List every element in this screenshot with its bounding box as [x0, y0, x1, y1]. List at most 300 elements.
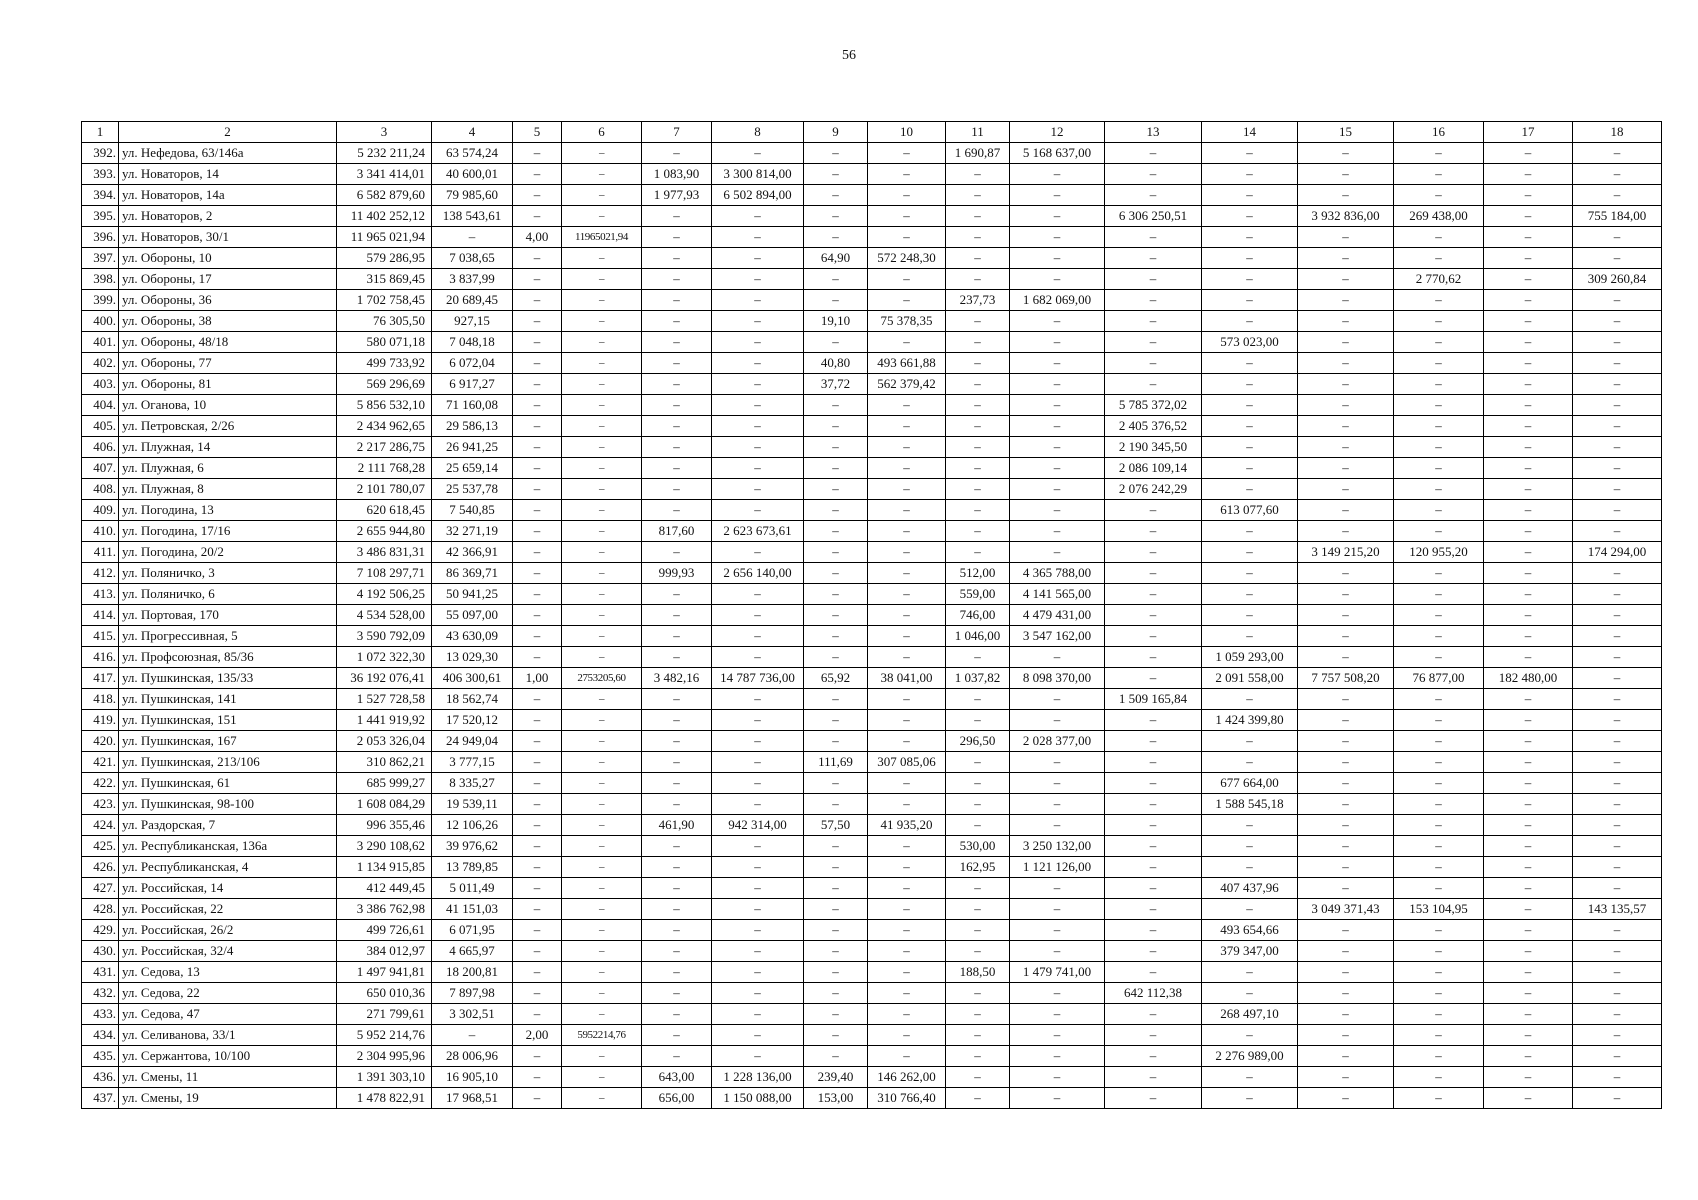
value-cell: – — [1298, 227, 1394, 248]
value-cell: 5952214,76 — [562, 1025, 642, 1046]
value-cell: – — [1484, 227, 1573, 248]
value-cell: – — [1202, 290, 1298, 311]
value-cell: – — [804, 269, 868, 290]
value-cell: – — [868, 479, 946, 500]
value-cell: – — [513, 395, 562, 416]
value-cell: – — [712, 479, 804, 500]
value-cell: – — [1484, 878, 1573, 899]
total-cost-cell: 3 486 831,31 — [337, 542, 432, 563]
value-cell: 2 086 109,14 — [1105, 458, 1202, 479]
value-cell: – — [1484, 563, 1573, 584]
value-cell: – — [1105, 500, 1202, 521]
value-cell: – — [712, 1025, 804, 1046]
value-cell: – — [642, 731, 712, 752]
value-cell: – — [868, 710, 946, 731]
value-cell: – — [642, 479, 712, 500]
value-cell: – — [1394, 332, 1484, 353]
value-cell: – — [868, 332, 946, 353]
value-cell: – — [1298, 647, 1394, 668]
value-cell: 927,15 — [432, 311, 513, 332]
value-cell: – — [513, 878, 562, 899]
value-cell: – — [1573, 773, 1662, 794]
value-cell: – — [946, 878, 1010, 899]
row-number-cell: 404. — [82, 395, 119, 416]
value-cell: – — [1573, 626, 1662, 647]
value-cell: – — [868, 647, 946, 668]
value-cell: – — [868, 920, 946, 941]
table-body — [82, 122, 1662, 1109]
value-cell: – — [1105, 1067, 1202, 1088]
value-cell: – — [642, 1004, 712, 1025]
value-cell: – — [642, 458, 712, 479]
total-cost-cell: 2 655 944,80 — [337, 521, 432, 542]
value-cell: – — [712, 416, 804, 437]
address-cell: ул. Плужная, 8 — [119, 479, 337, 500]
value-cell: – — [1394, 311, 1484, 332]
total-cost-cell: 2 053 326,04 — [337, 731, 432, 752]
value-cell: 1 479 741,00 — [1010, 962, 1105, 983]
value-cell: 2 405 376,52 — [1105, 416, 1202, 437]
address-cell: ул. Профсоюзная, 85/36 — [119, 647, 337, 668]
address-cell: ул. Пушкинская, 61 — [119, 773, 337, 794]
value-cell: – — [562, 248, 642, 269]
value-cell: – — [712, 143, 804, 164]
value-cell: – — [1298, 500, 1394, 521]
address-cell: ул. Петровская, 2/26 — [119, 416, 337, 437]
value-cell: – — [1394, 1067, 1484, 1088]
value-cell: – — [946, 647, 1010, 668]
value-cell: – — [562, 941, 642, 962]
value-cell: 19 539,11 — [432, 794, 513, 815]
column-number-cell: 2 — [119, 122, 337, 143]
value-cell: – — [1484, 689, 1573, 710]
value-cell: – — [1573, 290, 1662, 311]
value-cell: – — [1202, 479, 1298, 500]
value-cell: 32 271,19 — [432, 521, 513, 542]
value-cell: – — [1394, 710, 1484, 731]
address-cell: ул. Прогрессивная, 5 — [119, 626, 337, 647]
value-cell: – — [712, 1004, 804, 1025]
value-cell: – — [712, 1046, 804, 1067]
value-cell: – — [1105, 143, 1202, 164]
value-cell: – — [804, 416, 868, 437]
value-cell: – — [1394, 605, 1484, 626]
value-cell: 1 977,93 — [642, 185, 712, 206]
value-cell: – — [642, 647, 712, 668]
value-cell: – — [804, 458, 868, 479]
address-cell: ул. Новаторов, 14 — [119, 164, 337, 185]
value-cell: – — [562, 731, 642, 752]
value-cell: – — [1484, 353, 1573, 374]
value-cell: – — [868, 1025, 946, 1046]
value-cell: – — [1484, 269, 1573, 290]
column-number-cell: 7 — [642, 122, 712, 143]
value-cell: – — [1105, 269, 1202, 290]
column-number-cell: 12 — [1010, 122, 1105, 143]
value-cell: – — [946, 899, 1010, 920]
value-cell: – — [1298, 1067, 1394, 1088]
value-cell: – — [1573, 647, 1662, 668]
value-cell: – — [1010, 878, 1105, 899]
address-cell: ул. Плужная, 6 — [119, 458, 337, 479]
row-number-cell: 410. — [82, 521, 119, 542]
value-cell: – — [562, 773, 642, 794]
value-cell: – — [513, 773, 562, 794]
value-cell: – — [1573, 227, 1662, 248]
value-cell: – — [1394, 437, 1484, 458]
value-cell: – — [712, 731, 804, 752]
value-cell: – — [804, 143, 868, 164]
value-cell: 3 837,99 — [432, 269, 513, 290]
row-number-cell: 418. — [82, 689, 119, 710]
value-cell: – — [804, 689, 868, 710]
value-cell: – — [513, 290, 562, 311]
value-cell: – — [513, 836, 562, 857]
total-cost-cell: 499 726,61 — [337, 920, 432, 941]
value-cell: 1 037,82 — [946, 668, 1010, 689]
row-number-cell: 429. — [82, 920, 119, 941]
value-cell: 269 438,00 — [1394, 206, 1484, 227]
table-row — [82, 668, 1662, 689]
value-cell: 8 335,27 — [432, 773, 513, 794]
value-cell: – — [1105, 353, 1202, 374]
value-cell: – — [1573, 1088, 1662, 1109]
value-cell: – — [1202, 689, 1298, 710]
value-cell: – — [804, 836, 868, 857]
value-cell: – — [1394, 479, 1484, 500]
table-row — [82, 143, 1662, 164]
value-cell: 1 121 126,00 — [1010, 857, 1105, 878]
value-cell: – — [946, 710, 1010, 731]
value-cell: 7 897,98 — [432, 983, 513, 1004]
value-cell: – — [1394, 920, 1484, 941]
value-cell: 6 072,04 — [432, 353, 513, 374]
value-cell: – — [1105, 857, 1202, 878]
register-table — [81, 121, 1662, 1109]
value-cell: 76 877,00 — [1394, 668, 1484, 689]
row-number-cell: 417. — [82, 668, 119, 689]
value-cell: – — [1394, 395, 1484, 416]
value-cell: – — [868, 584, 946, 605]
value-cell: 182 480,00 — [1484, 668, 1573, 689]
value-cell: – — [513, 269, 562, 290]
value-cell: 65,92 — [804, 668, 868, 689]
table-row — [82, 731, 1662, 752]
value-cell: – — [946, 395, 1010, 416]
value-cell: – — [1298, 752, 1394, 773]
value-cell: – — [1010, 416, 1105, 437]
value-cell: – — [868, 395, 946, 416]
table-row — [82, 647, 1662, 668]
value-cell: – — [1298, 815, 1394, 836]
value-cell: – — [712, 773, 804, 794]
table-row — [82, 983, 1662, 1004]
value-cell: – — [1484, 1046, 1573, 1067]
total-cost-cell: 1 478 822,91 — [337, 1088, 432, 1109]
total-cost-cell: 1 441 919,92 — [337, 710, 432, 731]
table-row — [82, 626, 1662, 647]
value-cell: – — [642, 584, 712, 605]
value-cell: 755 184,00 — [1573, 206, 1662, 227]
value-cell: – — [1010, 920, 1105, 941]
value-cell: – — [1298, 1046, 1394, 1067]
row-number-cell: 415. — [82, 626, 119, 647]
value-cell: – — [642, 962, 712, 983]
value-cell: – — [1394, 857, 1484, 878]
value-cell: 79 985,60 — [432, 185, 513, 206]
value-cell: – — [868, 731, 946, 752]
value-cell: – — [1298, 857, 1394, 878]
address-cell: ул. Плужная, 14 — [119, 437, 337, 458]
row-number-cell: 403. — [82, 374, 119, 395]
value-cell: – — [1573, 689, 1662, 710]
row-number-cell: 395. — [82, 206, 119, 227]
value-cell: – — [1484, 941, 1573, 962]
value-cell: – — [1573, 563, 1662, 584]
value-cell: – — [642, 794, 712, 815]
row-number-cell: 423. — [82, 794, 119, 815]
address-cell: ул. Смены, 19 — [119, 1088, 337, 1109]
value-cell: – — [562, 752, 642, 773]
value-cell: – — [1394, 836, 1484, 857]
value-cell: – — [946, 437, 1010, 458]
value-cell: 1 588 545,18 — [1202, 794, 1298, 815]
address-cell: ул. Седова, 22 — [119, 983, 337, 1004]
value-cell: – — [513, 731, 562, 752]
total-cost-cell: 3 290 108,62 — [337, 836, 432, 857]
value-cell: – — [1394, 416, 1484, 437]
row-number-cell: 435. — [82, 1046, 119, 1067]
value-cell: – — [712, 458, 804, 479]
value-cell: 677 664,00 — [1202, 773, 1298, 794]
value-cell: – — [562, 332, 642, 353]
value-cell: – — [712, 500, 804, 521]
value-cell: – — [1394, 1025, 1484, 1046]
value-cell: 29 586,13 — [432, 416, 513, 437]
value-cell: – — [1573, 479, 1662, 500]
value-cell: – — [1484, 374, 1573, 395]
value-cell: – — [1573, 668, 1662, 689]
value-cell: – — [1484, 521, 1573, 542]
value-cell: 2 190 345,50 — [1105, 437, 1202, 458]
value-cell: – — [946, 752, 1010, 773]
value-cell: – — [804, 899, 868, 920]
value-cell: – — [946, 1025, 1010, 1046]
value-cell: – — [1394, 962, 1484, 983]
value-cell: – — [1394, 878, 1484, 899]
value-cell: – — [562, 815, 642, 836]
value-cell: – — [642, 290, 712, 311]
value-cell: – — [946, 521, 1010, 542]
address-cell: ул. Обороны, 77 — [119, 353, 337, 374]
value-cell: 143 135,57 — [1573, 899, 1662, 920]
total-cost-cell: 580 071,18 — [337, 332, 432, 353]
address-cell: ул. Пушкинская, 151 — [119, 710, 337, 731]
value-cell: – — [1010, 941, 1105, 962]
value-cell: – — [1010, 1025, 1105, 1046]
value-cell: 26 941,25 — [432, 437, 513, 458]
value-cell: 656,00 — [642, 1088, 712, 1109]
value-cell: – — [804, 647, 868, 668]
value-cell: – — [1484, 899, 1573, 920]
table-row — [82, 710, 1662, 731]
value-cell: 12 106,26 — [432, 815, 513, 836]
value-cell: – — [1298, 794, 1394, 815]
address-cell: ул. Погодина, 20/2 — [119, 542, 337, 563]
value-cell: 6 071,95 — [432, 920, 513, 941]
row-number-cell: 401. — [82, 332, 119, 353]
value-cell: – — [946, 773, 1010, 794]
value-cell: – — [642, 836, 712, 857]
total-cost-cell: 1 608 084,29 — [337, 794, 432, 815]
total-cost-cell: 2 304 995,96 — [337, 1046, 432, 1067]
value-cell: 25 537,78 — [432, 479, 513, 500]
table-row — [82, 185, 1662, 206]
value-cell: – — [1394, 374, 1484, 395]
value-cell: – — [642, 605, 712, 626]
value-cell: – — [712, 710, 804, 731]
total-cost-cell: 6 582 879,60 — [337, 185, 432, 206]
value-cell: – — [712, 920, 804, 941]
row-number-cell: 419. — [82, 710, 119, 731]
value-cell: – — [1484, 311, 1573, 332]
value-cell: – — [804, 164, 868, 185]
value-cell: – — [513, 164, 562, 185]
value-cell: – — [642, 878, 712, 899]
value-cell: – — [562, 290, 642, 311]
value-cell: – — [1484, 1067, 1573, 1088]
value-cell: – — [642, 353, 712, 374]
value-cell: – — [642, 941, 712, 962]
value-cell: 7 048,18 — [432, 332, 513, 353]
value-cell: 3 250 132,00 — [1010, 836, 1105, 857]
value-cell: 3 049 371,43 — [1298, 899, 1394, 920]
value-cell: – — [1394, 248, 1484, 269]
value-cell: – — [1484, 626, 1573, 647]
value-cell: – — [1105, 542, 1202, 563]
value-cell: – — [804, 185, 868, 206]
value-cell: 3 547 162,00 — [1010, 626, 1105, 647]
value-cell: – — [946, 1067, 1010, 1088]
table-row — [82, 542, 1662, 563]
column-number-cell: 1 — [82, 122, 119, 143]
address-cell: ул. Новаторов, 30/1 — [119, 227, 337, 248]
table-row — [82, 794, 1662, 815]
address-cell: ул. Поляничко, 3 — [119, 563, 337, 584]
value-cell: – — [1573, 143, 1662, 164]
value-cell: – — [868, 542, 946, 563]
total-cost-cell: 685 999,27 — [337, 773, 432, 794]
value-cell: – — [1010, 332, 1105, 353]
row-number-cell: 416. — [82, 647, 119, 668]
table-row — [82, 416, 1662, 437]
value-cell: – — [562, 836, 642, 857]
value-cell: – — [1010, 269, 1105, 290]
value-cell: – — [868, 416, 946, 437]
value-cell: 7 038,65 — [432, 248, 513, 269]
value-cell: – — [562, 374, 642, 395]
value-cell: – — [1202, 857, 1298, 878]
value-cell: – — [642, 416, 712, 437]
value-cell: – — [804, 962, 868, 983]
value-cell: – — [1484, 1025, 1573, 1046]
value-cell: – — [712, 269, 804, 290]
value-cell: – — [1010, 164, 1105, 185]
value-cell: – — [1298, 353, 1394, 374]
total-cost-cell: 5 952 214,76 — [337, 1025, 432, 1046]
column-number-cell: 9 — [804, 122, 868, 143]
value-cell: – — [1298, 185, 1394, 206]
value-cell: – — [562, 689, 642, 710]
value-cell: 1 682 069,00 — [1010, 290, 1105, 311]
value-cell: 1 046,00 — [946, 626, 1010, 647]
table-row — [82, 437, 1662, 458]
value-cell: 75 378,35 — [868, 311, 946, 332]
value-cell: – — [1573, 983, 1662, 1004]
value-cell: – — [562, 395, 642, 416]
value-cell: – — [1010, 710, 1105, 731]
value-cell: 512,00 — [946, 563, 1010, 584]
value-cell: – — [1010, 500, 1105, 521]
value-cell: 17 968,51 — [432, 1088, 513, 1109]
value-cell: – — [1010, 1088, 1105, 1109]
value-cell: – — [1484, 962, 1573, 983]
value-cell: – — [562, 899, 642, 920]
address-cell: ул. Российская, 32/4 — [119, 941, 337, 962]
value-cell: – — [712, 395, 804, 416]
value-cell: – — [1573, 710, 1662, 731]
value-cell: – — [804, 794, 868, 815]
value-cell: – — [1105, 941, 1202, 962]
value-cell: – — [804, 584, 868, 605]
value-cell: – — [513, 542, 562, 563]
value-cell: – — [513, 416, 562, 437]
value-cell: 1,00 — [513, 668, 562, 689]
value-cell: – — [1202, 542, 1298, 563]
value-cell: – — [562, 1088, 642, 1109]
value-cell: – — [1573, 1025, 1662, 1046]
value-cell: – — [1484, 1088, 1573, 1109]
row-number-cell: 393. — [82, 164, 119, 185]
value-cell: – — [712, 248, 804, 269]
row-number-cell: 426. — [82, 857, 119, 878]
value-cell: – — [1484, 836, 1573, 857]
column-number-cell: 10 — [868, 122, 946, 143]
value-cell: – — [804, 290, 868, 311]
total-cost-cell: 315 869,45 — [337, 269, 432, 290]
total-cost-cell: 4 192 506,25 — [337, 584, 432, 605]
value-cell: – — [1202, 731, 1298, 752]
value-cell: – — [562, 206, 642, 227]
value-cell: 2 028 377,00 — [1010, 731, 1105, 752]
value-cell: – — [1484, 395, 1573, 416]
total-cost-cell: 620 618,45 — [337, 500, 432, 521]
value-cell: – — [1484, 605, 1573, 626]
value-cell: – — [1298, 269, 1394, 290]
value-cell: – — [1105, 773, 1202, 794]
value-cell: – — [1105, 521, 1202, 542]
value-cell: – — [513, 479, 562, 500]
total-cost-cell: 996 355,46 — [337, 815, 432, 836]
total-cost-cell: 2 111 768,28 — [337, 458, 432, 479]
table-row — [82, 248, 1662, 269]
value-cell: – — [868, 1004, 946, 1025]
value-cell: – — [1484, 815, 1573, 836]
value-cell: – — [1573, 1004, 1662, 1025]
value-cell: – — [946, 941, 1010, 962]
value-cell: – — [1573, 752, 1662, 773]
value-cell: – — [1298, 983, 1394, 1004]
